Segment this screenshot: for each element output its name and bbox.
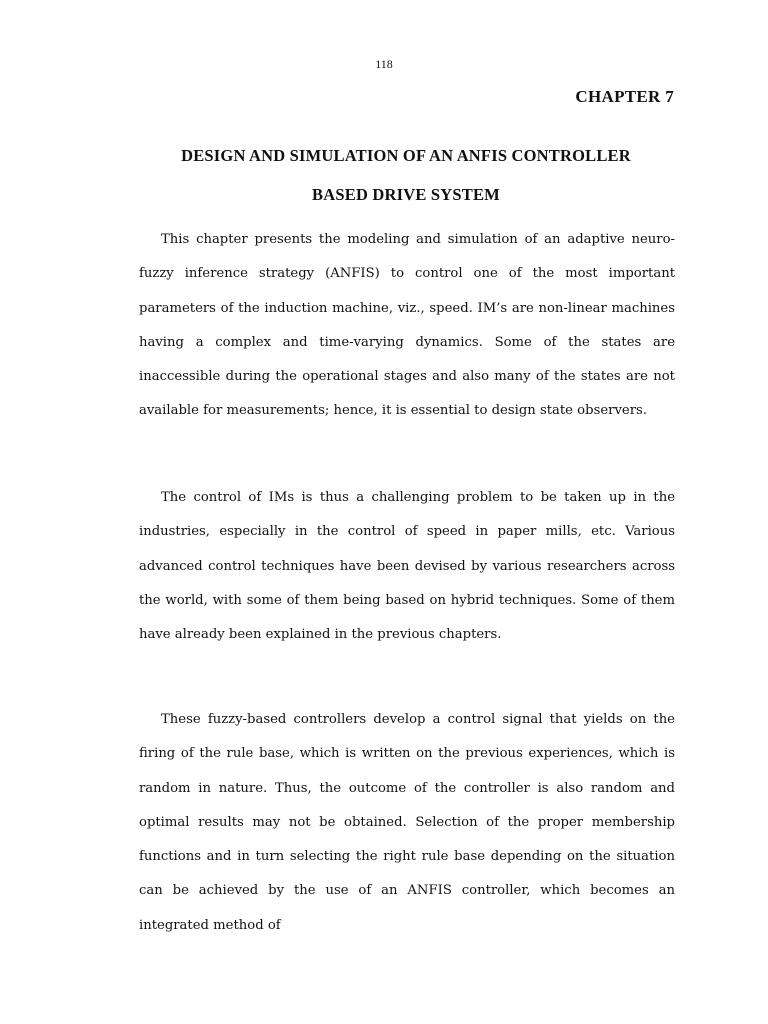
chapter-title-line-2: BASED DRIVE SYSTEM [312, 185, 500, 204]
body-paragraph-3: These fuzzy-based controllers develop a control signal that yields on the firing of the rule base, which is written on the previous experiences, which is random in nature. Thus, the outcome of the controller is also random and optimal results may not be obtained. Selection of the proper membership functions and in turn selecting the right rule base depending on the situation can be achieved by the use of an ANFIS controller, which becomes an integrated method of [139, 712, 675, 933]
chapter-title-line-1: DESIGN AND SIMULATION OF AN ANFIS CONTROLLER [181, 146, 631, 165]
body-paragraph-1: This chapter presents the modeling and simulation of an adaptive neuro-fuzzy inference strategy (ANFIS) to control one of the most important parameters of the induction machine, viz., speed. IM’s are non-linear machines having a complex and time-varying dynamics. Some of the states are inaccessible during the operational stages and also many of the states are not available for measurements; hence, it is essential to design state observers. [139, 232, 675, 419]
body-paragraph-2: The control of IMs is thus a challenging problem to be taken up in the industries, especially in the control of speed in paper mills, etc. Various advanced control techniques have been devised by various researchers across the world, with some of them being based on hybrid techniques. Some of them have already been explained in the previous chapters. [139, 490, 675, 643]
chapter-heading: CHAPTER 7 [575, 87, 674, 106]
page-number: 118 [375, 57, 393, 71]
